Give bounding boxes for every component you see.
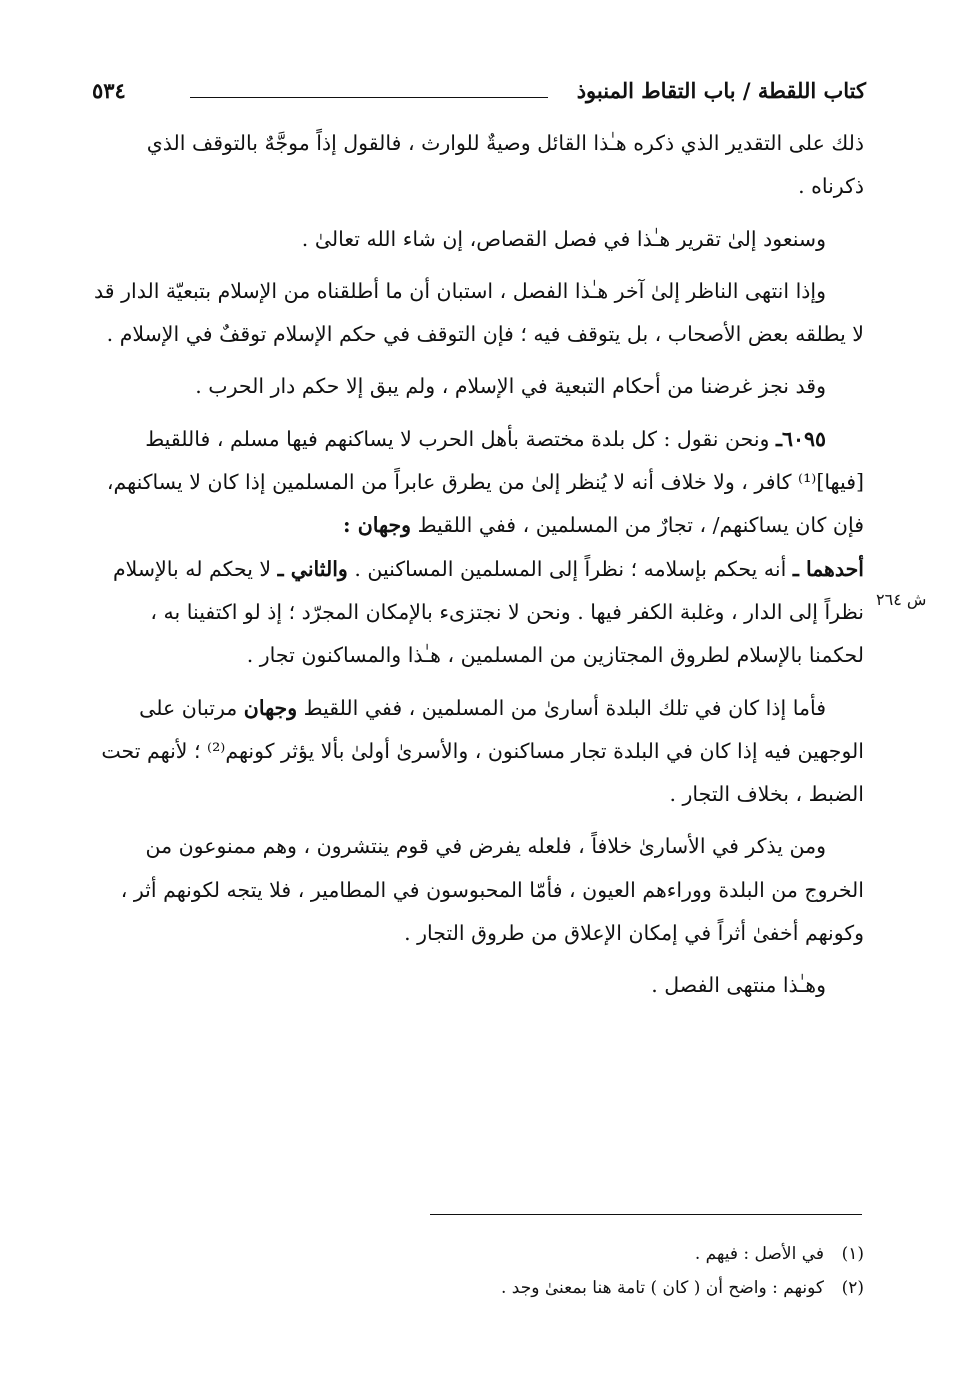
paragraph-6 bbox=[92, 687, 864, 817]
paragraph-6-part-1: فأما إذا كان في تلك البلدة أسارىٰ من المسلمين ، ففي اللقيط bbox=[297, 695, 826, 720]
footnote-2-mark: (٢) bbox=[841, 1278, 864, 1298]
paragraph-3: وإذا انتهى الناظر إلىٰ آخر هـٰذا الفصل ، استبان أن ما أطلقناه من الإسلام بتبعيّة الدار قد لا يطلقه بعض الأصحاب ، بل يتوقف فيه ؛ فإن التوقف في حكم الإسلام توقفٌ في الإسلام . bbox=[94, 278, 864, 347]
paragraph-7: ومن يذكر في الأسارىٰ خلافاً ، فلعله يفرض في قوم ينتشرون ، وهم ممنوعون من الخروج من البلدة ووراءهم العيون ، فأمّا المحبوسون في المطامير ، فلا يتجه لكونهم أثر ، وكونهم أخفىٰ أثراً في إمكان الإعلاق من طروق التجار . bbox=[120, 834, 864, 946]
footnote-1 bbox=[92, 1237, 864, 1271]
running-title: كتاب اللقطة / باب التقاط المنبوذ bbox=[576, 78, 866, 103]
margin-note: ش ٢٦٤ bbox=[876, 590, 927, 609]
footnotes bbox=[92, 1237, 864, 1305]
paragraph-5-part-2: أنه يحكم بإسلامه ؛ نظراً إلى المسلمين المساكنين . bbox=[347, 556, 793, 581]
paragraph-5-part-1: ونحن نقول : كل بلدة مختصة بأهل الحرب لا يساكنهم فيها مسلم ، فاللقيط [فيها]⁽¹⁾ كافر ، ولا خلاف أنه لا يُنظر إلىٰ من يطرق عابراً من المسلمين إذا كان لا يساكنهم، فإن كان يساكنهم/ ، تجارٌ من المسلمين ، ففي اللقيط bbox=[106, 426, 864, 538]
main-text bbox=[92, 122, 864, 1017]
paragraph-1: ذلك على التقدير الذي ذكره هـٰذا القائل وصيةٌ للوارث ، فالقول إذاً موجَّهٌ بالتوقف الذي ذكرناه . bbox=[146, 131, 864, 199]
paragraph-8: وهـٰذا منتهى الفصل . bbox=[651, 973, 826, 998]
footnote-separator bbox=[430, 1214, 862, 1215]
paragraph-2: وسنعود إلىٰ تقرير هـٰذا في فصل القصاص، إن شاء الله تعالىٰ . bbox=[301, 226, 826, 251]
paragraph-5-bold-1: وجهان : bbox=[343, 513, 412, 538]
footnote-2-text: كونهم : واضح أن ( كان ) تامة هنا بمعنىٰ وجد . bbox=[500, 1278, 824, 1298]
footnote-1-mark: (١) bbox=[841, 1244, 864, 1264]
footnote-2 bbox=[92, 1271, 864, 1305]
paragraph-4: وقد نجز غرضنا من أحكام التبعية في الإسلام ، ولم يبق إلا حكم دار الحرب . bbox=[195, 374, 826, 399]
page-number: ٥٣٤ bbox=[92, 78, 126, 103]
paragraph-5-bold-3: والثاني ـ bbox=[277, 556, 348, 581]
paragraph-number: ٦٠٩٥ـ bbox=[775, 426, 826, 451]
header-rule bbox=[190, 97, 548, 98]
paragraph-5 bbox=[92, 418, 864, 678]
paragraph-5-part-3: لا يحكم له بالإسلام نظراً إلى الدار ، وغلبة الكفر فيها . ونحن لا نجتزىء بالإمكان المجرّد ؛ إذ لو اكتفينا به ، لحكمنا بالإسلام لطروق المجتازين من المسلمين ، هـٰذا والمساكنون تجار . bbox=[112, 556, 864, 668]
paragraph-6-bold-1: وجهان bbox=[243, 695, 298, 720]
paragraph-6-part-2: مرتبان على الوجهين فيه إذا كان في البلدة تجار مساكنون ، والأسرىٰ أولىٰ بألا يؤثر كونهم⁽²⁾ ؛ لأنهم تحت الضبط ، بخلاف التجار . bbox=[101, 695, 864, 807]
footnote-1-text: في الأصل : فيهم . bbox=[694, 1244, 824, 1264]
page-header bbox=[92, 78, 866, 110]
paragraph-5-bold-2: أحدهما ـ bbox=[792, 556, 864, 581]
